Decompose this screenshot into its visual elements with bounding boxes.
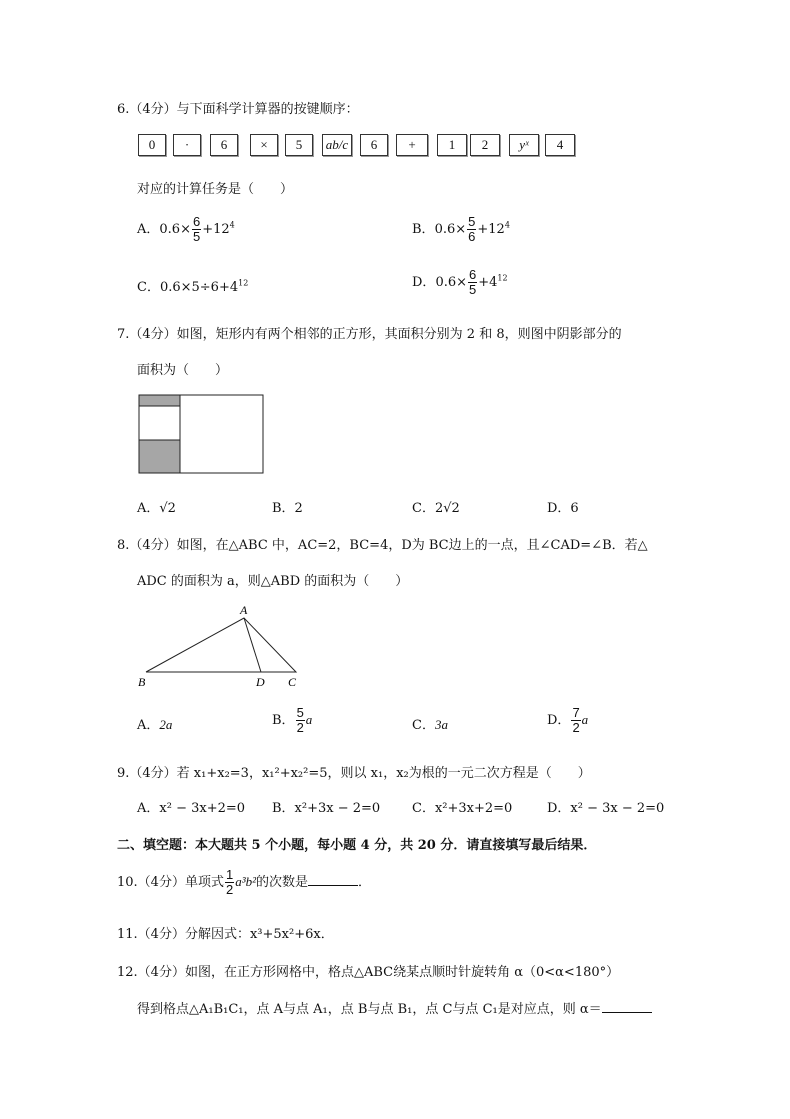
option-text: 0.6× — [159, 222, 191, 237]
option-text: +4 — [478, 275, 498, 290]
q6-option-c[interactable] — [137, 276, 248, 295]
label-a: A — [240, 603, 248, 617]
q7-stem-line1: 7.（4分）如图，矩形内有两个相邻的正方形，其面积分别为 2 和 8，则图中阴影部分的 — [117, 327, 622, 342]
q8-option-d[interactable] — [547, 706, 588, 735]
key-1: 1 — [437, 134, 467, 156]
numerator: 5 — [468, 214, 476, 229]
option-text: 2a — [159, 717, 173, 732]
shaded-region-top — [139, 395, 180, 406]
q10-text: 的次数是 — [255, 875, 308, 890]
exponent: 12 — [238, 278, 249, 288]
fraction — [571, 706, 580, 735]
small-square — [139, 406, 180, 440]
option-text: 0.6×5÷6+4 — [159, 280, 239, 295]
q11: 11.（4分）分解因式：x³+5x²+6x． — [117, 927, 334, 942]
q7-option-a[interactable]: A．√2 — [137, 501, 176, 516]
fraction — [225, 868, 234, 897]
numerator: 7 — [572, 705, 580, 720]
q12-stem-line1: 12.（4分）如图，在正方形网格中，格点△ABC绕某点顺时针旋转角 α（0<α<180°） — [117, 965, 620, 980]
key-0: 0 — [138, 134, 166, 156]
monomial: a³b² — [235, 874, 256, 889]
q10 — [117, 868, 371, 897]
label-c: C — [288, 675, 297, 689]
option-label: C． — [137, 280, 160, 295]
exponent: 4 — [229, 220, 235, 230]
q9-option-b[interactable]: B．x²+3x − 2=0 — [272, 801, 381, 816]
denominator: 2 — [296, 720, 304, 735]
option-label: B． — [272, 713, 295, 728]
q9-option-a[interactable]: A．x² − 3x+2=0 — [137, 801, 246, 816]
q7-stem-line2: 面积为（ ） — [137, 363, 229, 378]
fraction — [467, 215, 476, 244]
answer-blank[interactable] — [308, 873, 358, 886]
option-text: 0.6× — [435, 275, 468, 290]
fraction — [192, 215, 201, 244]
option-text: +12 — [202, 222, 230, 237]
option-label: D． — [547, 713, 571, 728]
label-b: B — [138, 675, 146, 689]
key-times: × — [250, 134, 278, 156]
denominator: 5 — [469, 282, 477, 297]
option-label: B． — [412, 222, 435, 237]
q9-option-c[interactable]: C．x²+3x+2=0 — [412, 801, 513, 816]
q7-option-c[interactable]: C．2√2 — [412, 501, 460, 516]
option-label: D． — [412, 275, 436, 290]
key-4: 4 — [545, 134, 575, 156]
q10-text: 10.（4分）单项式 — [117, 875, 224, 890]
q6-option-d[interactable] — [412, 268, 508, 297]
q12-text: 得到格点△A₁B₁C₁，点 A与点 A₁，点 B与点 B₁，点 C与点 C₁是对应点，则 α＝ — [137, 1002, 602, 1017]
exponent: 12 — [497, 273, 508, 283]
q10-end: ． — [358, 875, 372, 890]
key-ab-c: ab/c — [322, 134, 352, 156]
q8-option-c[interactable] — [412, 714, 448, 733]
q8-option-a[interactable] — [137, 714, 172, 733]
fraction — [296, 706, 305, 735]
section-heading: 二、填空题：本大题共 5 个小题，每小题 4 分，共 20 分．请直接填写最后结果． — [117, 838, 597, 853]
q12-stem-line2 — [137, 998, 652, 1017]
q6-stem: 6.（4分）与下面科学计算器的按键顺序： — [117, 102, 359, 117]
label-d: D — [256, 675, 265, 689]
q6-option-a[interactable] — [137, 215, 235, 244]
exponent: 4 — [504, 220, 510, 230]
triangle-abc — [146, 618, 296, 672]
segment-ad — [244, 618, 261, 672]
key-2: 2 — [470, 134, 500, 156]
denominator: 2 — [572, 720, 580, 735]
numerator: 6 — [192, 214, 201, 229]
option-text: a — [581, 712, 589, 727]
q6-option-b[interactable] — [412, 215, 510, 244]
denominator: 6 — [468, 229, 476, 244]
key-5: 5 — [285, 134, 313, 156]
shaded-region-bottom — [139, 440, 180, 473]
denominator: 5 — [192, 229, 201, 244]
q8-stem-line1: 8.（4分）如图，在△ABC 中，AC=2，BC=4，D为 BC边上的一点，且∠CAD=∠B．若△ — [117, 538, 648, 553]
option-text: 3a — [434, 717, 448, 732]
q7-option-b[interactable]: B．2 — [272, 501, 303, 516]
key-6: 6 — [210, 134, 238, 156]
option-label: A． — [137, 718, 160, 733]
option-text: a — [305, 712, 313, 727]
key-dot: · — [173, 134, 201, 156]
q8-stem-line2: ADC 的面积为 a，则△ABD 的面积为（ ） — [137, 574, 409, 589]
q8-option-b[interactable] — [272, 706, 312, 735]
q6-prompt: 对应的计算任务是（ ） — [137, 182, 294, 197]
option-text: 0.6× — [434, 222, 467, 237]
denominator: 2 — [225, 882, 234, 897]
answer-blank[interactable] — [602, 1000, 652, 1013]
q9-stem: 9.（4分）若 x₁+x₂=3，x₁²+x₂²=5，则以 x₁，x₂为根的一元二次方程是（ ） — [117, 766, 591, 781]
option-label: A． — [137, 222, 160, 237]
fraction — [468, 268, 477, 297]
numerator: 1 — [225, 867, 234, 882]
q7-option-d[interactable]: D．6 — [547, 501, 579, 516]
option-label: C． — [412, 718, 435, 733]
numerator: 5 — [296, 705, 304, 720]
key-6b: 6 — [360, 134, 388, 156]
triangle-figure — [130, 600, 310, 692]
numerator: 6 — [469, 267, 477, 282]
rectangle-squares-figure — [138, 394, 265, 475]
key-plus: + — [396, 134, 428, 156]
key-power: yˣ — [509, 134, 539, 156]
q9-option-d[interactable]: D．x² − 3x − 2=0 — [547, 801, 665, 816]
option-text: +12 — [477, 222, 505, 237]
